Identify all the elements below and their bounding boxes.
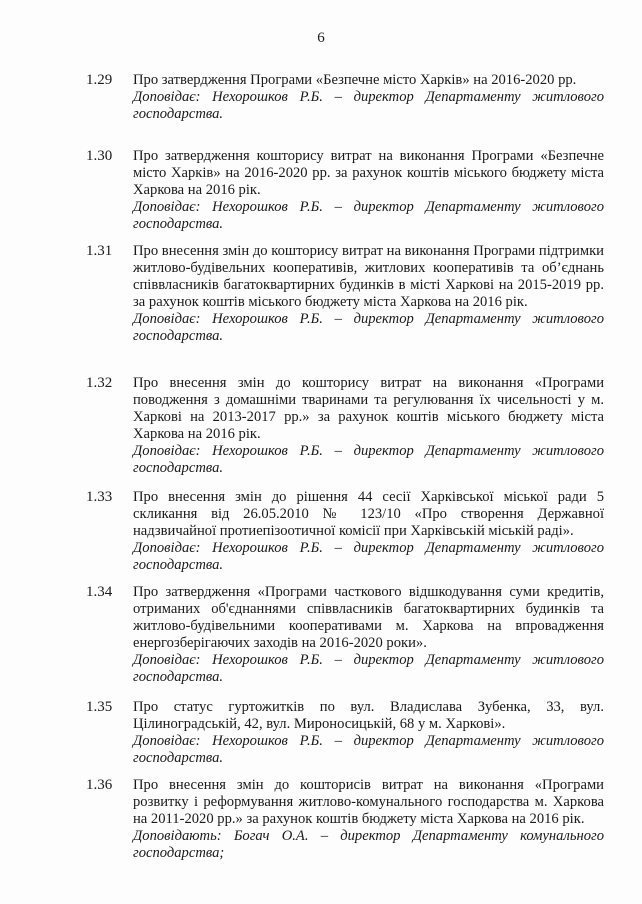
item-title: Про внесення змін до кошторису витрат на виконання «Програми поводження з домашніми тваринами та регулювання їх чисельності у м. Харкові на 2013-2017 рр.» за рахунок коштів міського бюджету міста Харкова на 2016 рік. [133, 375, 604, 442]
item-number: 1.33 [86, 489, 113, 505]
item-body [133, 148, 604, 233]
item-title: Про внесення змін до кошторисів витрат на виконання «Програми розвитку і реформування житлово-комунального господарства м. Харкова на 2011-2020 рр.» за рахунок коштів бюджету міста Харкова на 2016 рік. [133, 777, 604, 827]
item-title: Про затвердження кошторису витрат на виконання Програми «Безпечне місто Харків» на 2016-2020 рр. за рахунок коштів міського бюджету міста Харкова на 2016 рік. [133, 148, 604, 198]
item-title: Про внесення змін до рішення 44 сесії Харківської міської ради 5 скликання від 26.05.2010 № 123/10 «Про створення Державної надзвичайної протиепізоотичної комісії при Харківській міській раді». [133, 489, 604, 539]
item-number: 1.31 [86, 243, 113, 259]
item-body [133, 489, 604, 574]
item-title: Про затвердження Програми «Безпечне місто Харків» на 2016-2020 рр. [133, 72, 577, 88]
item-body [133, 777, 604, 862]
item-speaker: Доповідає: Нехорошков Р.Б. – директор Департаменту житлового господарства. [133, 733, 604, 766]
item-number: 1.30 [86, 148, 113, 164]
item-speaker: Доповідає: Нехорошков Р.Б. – директор Департаменту житлового господарства. [133, 652, 604, 685]
item-title: Про затвердження «Програми часткового відшкодування суми кредитів, отриманих об'єднаннями співвласників багатоквартирних будинків та житлово-будівельними кооперативами м. Харкова на впровадження енергозберігаючих заходів на 2016-2020 роки». [133, 584, 604, 651]
item-number: 1.36 [86, 777, 113, 793]
item-title: Про статус гуртожитків по вул. Владислава Зубенка, 33, вул. Цілиноградській, 42, вул. Мироносицькій, 68 у м. Харкові». [133, 699, 604, 732]
item-speaker: Доповідає: Нехорошков Р.Б. – директор Департаменту житлового господарства. [133, 89, 604, 122]
item-title: Про внесення змін до кошторису витрат на виконання Програми підтримки житлово-будівельних кооперативів, житлових кооперативів та об’єднань співвласників багатоквартирних будинків в місті Харкові на 2015-2019 рр. за рахунок коштів міського бюджету міста Харкова на 2016 рік. [133, 243, 604, 310]
item-speaker: Доповідає: Нехорошков Р.Б. – директор Департаменту житлового господарства. [133, 443, 604, 476]
item-speaker: Доповідає: Нехорошков Р.Б. – директор Департаменту житлового господарства. [133, 540, 604, 573]
item-speaker: Доповідають: Богач О.А. – директор Департаменту комунального господарства; [133, 828, 604, 861]
item-speaker: Доповідає: Нехорошков Р.Б. – директор Департаменту житлового господарства. [133, 199, 604, 232]
item-number: 1.29 [86, 72, 113, 88]
page-number: 6 [317, 30, 325, 46]
item-body [133, 699, 604, 767]
item-number: 1.34 [86, 584, 113, 600]
item-body [133, 72, 604, 123]
item-body [133, 375, 604, 477]
item-speaker: Доповідає: Нехорошков Р.Б. – директор Департаменту житлового господарства. [133, 311, 604, 344]
item-body [133, 243, 604, 345]
item-body [133, 584, 604, 686]
item-number: 1.35 [86, 699, 113, 715]
item-number: 1.32 [86, 375, 113, 391]
